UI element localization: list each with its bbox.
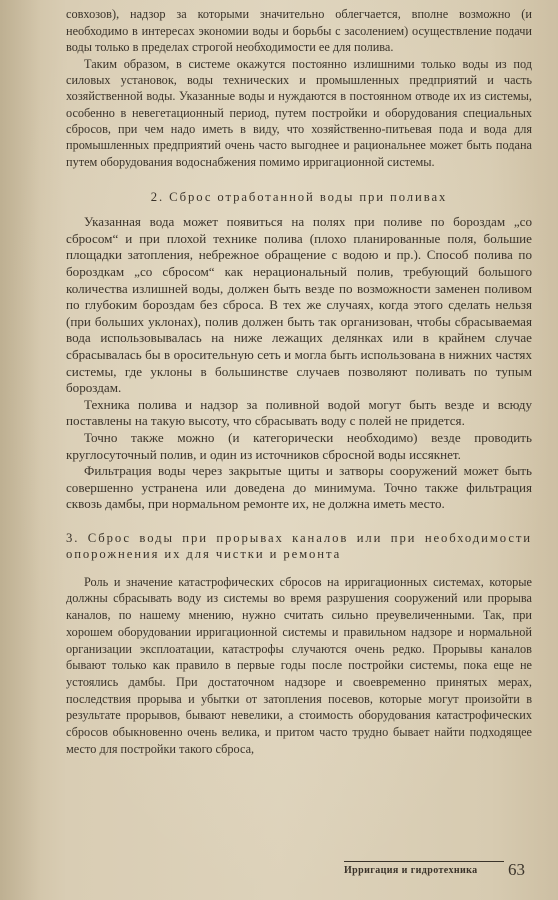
page-edge-shadow [0, 0, 40, 900]
section-2-paragraph-1: Указанная вода может появиться на полях при поливе по бороздам „со сбросом“ и при плохой технике полива (плохо планированные поля, большие площадки затопления, небрежное обращение с водою и пр.). Способ полива по бороздкам „со сбросом“ как нерациональный полив, требующий большого количества излишней воды, должен быть везде по возможности заменен поливом по глубоким бороздам без сброса. В тех же случаях, когда этого сделать нельзя (при больших уклонах), полив должен быть так организован, чтобы сбрасываемая вода использовывалась на ниже лежащих делянках или в крайнем случае сбрасывалась бы в оросительную сеть и могла быть использована в нижних частях системы, где уклоны в большинстве случаев позволяют поливать по тупым бороздам. [66, 214, 532, 396]
section-3 [66, 530, 532, 758]
intro-paragraph-1: совхозов), надзор за которыми значительно облегчается, вполне возможно (и необходимо в интересах экономии воды и борьбы с засолением) осуществление подачи воды только в пределах строгой необходимости ее для полива. [66, 7, 532, 55]
section-3-paragraph-1: Роль и значение катастрофических сбросов на ирригационных системах, которые должны сбрасывать воду из системы во время разрушения сооружений или прорыва каналов, по нашему мнению, нужно считать сильно преувеличенными. Так, при хорошем оборудовании ирригационной системы и правильном надзоре и нормальной организации эксплоатации, катастрофы случаются очень редко. Прорывы каналов бывают только как правило в первые годы после постройки системы, пока еще не устоялись дамбы. При достаточном надзоре и своевременно принятых мерах, последствия прорыва и убытки от затопления посевов, которые могут произойти в результате прорывов, бывают невелики, а стоимость оборудования катастрофических сбросов обыкновенно очень велика, и притом часто трудно бывает найти подходящее место для постройки такого сброса, [66, 574, 532, 756]
section-2-paragraph-3: Точно также можно (и категорически необходимо) везде проводить круглосуточный полив, и один из источников сбросной воды иссякнет. [66, 429, 532, 462]
section-2-heading: 2. Сброс отработанной воды при поливах [150, 189, 448, 204]
section-2-paragraph-4: Фильтрация воды через закрытые щиты и затворы сооружений может быть совершенно устранена или доведена до минимума. Точно также фильтрация сквозь дамбы, при нормальном ремонте их, не должна иметь место. [66, 463, 532, 512]
page-footer [0, 858, 558, 880]
section-2 [66, 189, 532, 513]
running-title: Ирригация и гидротехника [344, 865, 478, 876]
section-3-heading: 3. Сброс воды при прорывах каналов или при необходимости опорожнения их для чистки и ремонта [66, 530, 532, 562]
section-2-paragraph-2: Техника полива и надзор за поливной водой могут быть везде и всюду поставлены на такую высоту, что сбрасывать воду с полей не придется. [66, 396, 532, 429]
footer-rule [344, 861, 504, 862]
page-number: 63 [508, 860, 525, 879]
intro-paragraph-2: Таким образом, в системе окажутся постоянно излишними только воды из под силовых установок, воды технических и промышленных предприятий и часть хозяйственной воды. Указанные воды и нуждаются в постоянном отводе их из системы, особенно в невегетационный период, путем постройки и оборудования специальных сбросов, при чем надо иметь в виду, что хозяйственно-питьевая пода и вода для промышленных предприятий очень часто выгоднее и рациональнее может быть подана путем оборудования водоснабжения помимо ирригационной системы. [66, 56, 532, 169]
